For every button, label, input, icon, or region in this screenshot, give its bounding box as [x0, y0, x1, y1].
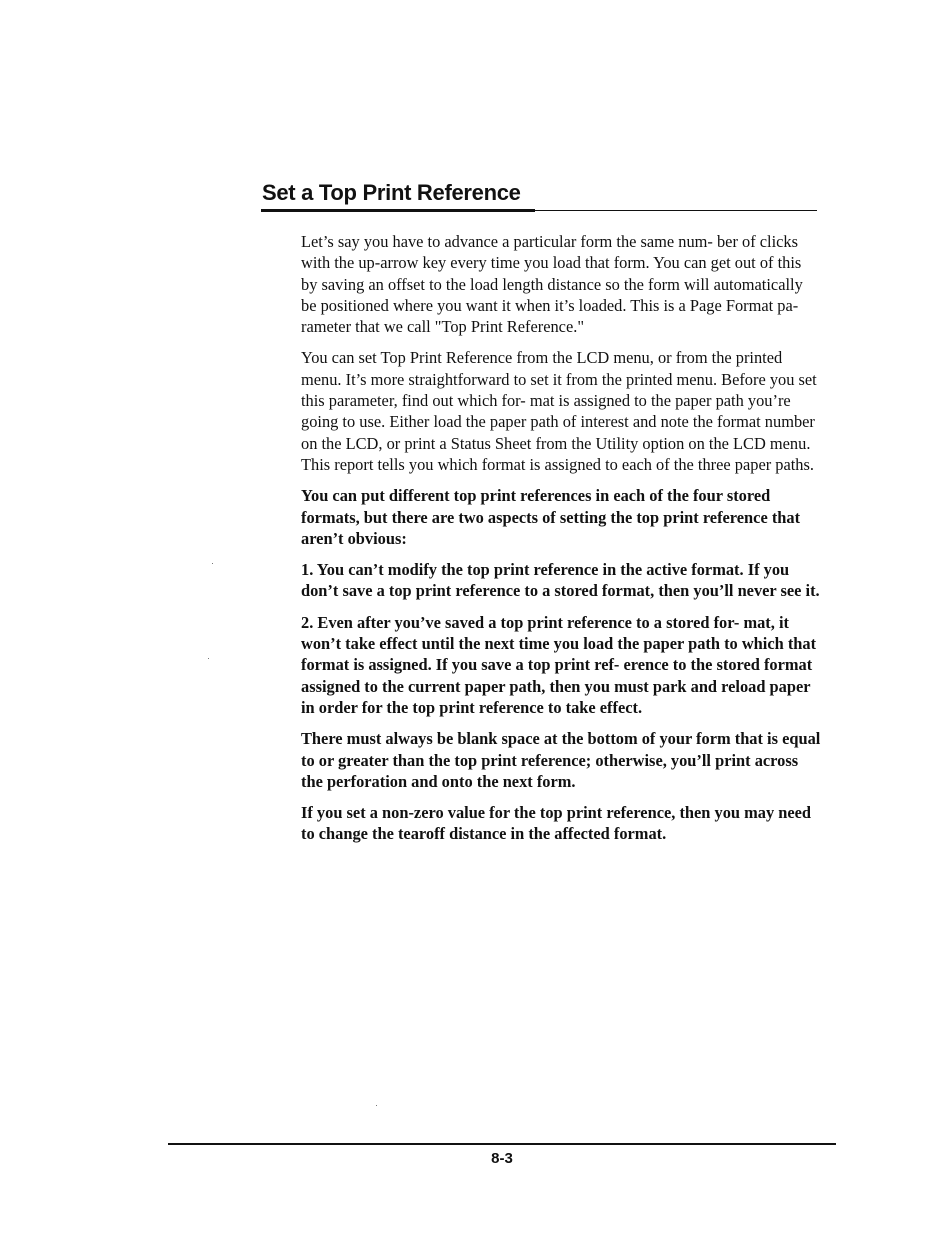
body-text	[301, 231, 821, 855]
paragraph-aspects: You can put different top print references in each of the four stored formats, but there are two aspects of setting the top print reference that aren’t obvious:	[301, 486, 801, 548]
footer-rule	[168, 1143, 836, 1145]
paragraph-intro: Let’s say you have to advance a particular form the same num- ber of clicks with the up-arrow key every time you load that form. You can get out of this by saving an offset to the load length distance so the form will automatically be positioned where you want it when it’s loaded. This is a Page Format pa- rameter that we call "Top Print Reference."	[301, 232, 803, 337]
scan-speck	[208, 658, 209, 659]
section-title: Set a Top Print Reference	[262, 180, 521, 205]
paragraph-aspect-1: 1. You can’t modify the top print reference in the active format. If you don’t save a top print reference to a stored format, then you’ll never see it.	[301, 560, 820, 601]
paragraph-tearoff: If you set a non-zero value for the top print reference, then you may need to change the tearoff distance in the affected format.	[301, 803, 812, 844]
paragraph-how-to-set: You can set Top Print Reference from the LCD menu, or from the printed menu. It’s more straightforward to set it from the printed menu. Before you set this parameter, find out which for- mat is assigned to the paper path you’re going to use. Either load the paper path of interest and note the format number on the LCD, or print a Status Sheet from the Utility option on the LCD menu. This report tells you which format is assigned to each of the three paper paths.	[301, 348, 817, 474]
paragraph-aspect-2: 2. Even after you’ve saved a top print reference to a stored for- mat, it won’t take effect until the next time you load the paper path to which that format is assigned. If you save a top print ref- erence to the stored format assigned to the current paper path, then you must park and reload paper in order for the top print reference to take effect.	[301, 612, 817, 717]
paragraph-blank-space: There must always be blank space at the bottom of your form that is equal to or greater than the top print reference; otherwise, you’ll print across the perforation and onto the next form.	[301, 729, 821, 791]
title-underline-rule	[261, 210, 817, 211]
scan-speck	[212, 563, 213, 564]
scan-speck	[376, 1105, 377, 1106]
page-number: 8-3	[491, 1150, 513, 1167]
